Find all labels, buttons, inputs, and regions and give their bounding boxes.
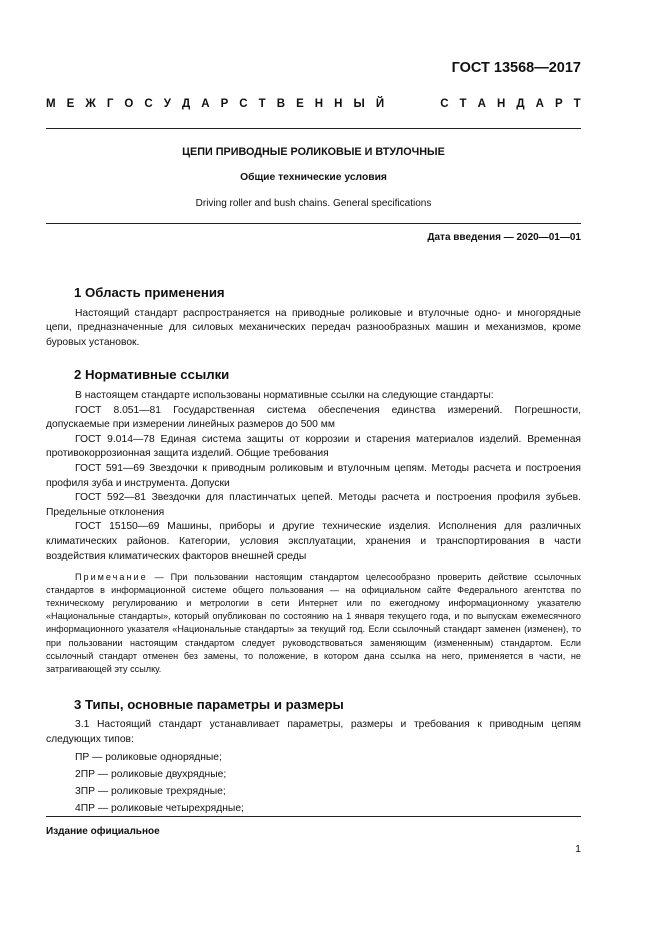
section-1-heading: 1 Область применения bbox=[74, 285, 225, 300]
page-number: 1 bbox=[575, 843, 581, 855]
document-title: ЦЕПИ ПРИВОДНЫЕ РОЛИКОВЫЕ И ВТУЛОЧНЫЕ bbox=[182, 146, 445, 158]
official-edition-label: Издание официальное bbox=[46, 826, 160, 837]
standard-type-banner bbox=[46, 98, 581, 110]
note-label: Примечание bbox=[75, 572, 148, 583]
banner-letter: Р bbox=[220, 98, 229, 110]
note-block bbox=[46, 571, 581, 676]
intro-date: Дата введения — 2020—01—01 bbox=[427, 232, 581, 243]
banner-letter: Д bbox=[181, 98, 191, 110]
banner-letter: Г bbox=[106, 98, 114, 110]
banner-word-gap bbox=[395, 98, 429, 110]
normative-ref: ГОСТ 592—81 Звездочки для пластинчатых цепей. Методы расчета и построения профиля зубьев. Предельные отклонения bbox=[46, 492, 581, 518]
banner-letter: А bbox=[201, 98, 210, 110]
banner-letter: М bbox=[46, 98, 56, 110]
banner-letter: Н bbox=[334, 98, 343, 110]
document-subtitle: Общие технические условия bbox=[240, 172, 387, 183]
section-2-heading: 2 Нормативные ссылки bbox=[74, 367, 230, 383]
banner-letter: С bbox=[239, 98, 248, 110]
title-rule bbox=[46, 223, 581, 224]
banner-letter: Д bbox=[516, 98, 525, 110]
section-3-intro: 3.1 Настоящий стандарт устанавливает параметры, размеры и требования к приводным цепям следующих типов: bbox=[46, 719, 581, 746]
normative-ref: ГОСТ 9.014—78 Единая система защиты от коррозии и старения материалов изделий. Временная противокоррозионная защита изделий. Общие требования bbox=[46, 433, 581, 460]
banner-letter: Т bbox=[459, 98, 467, 110]
banner-letter: Е bbox=[296, 98, 304, 110]
english-title: Driving roller and bush chains. General specifications bbox=[195, 198, 432, 209]
banner-letter: Й bbox=[375, 98, 385, 110]
banner-letter: Т bbox=[573, 98, 581, 110]
banner-letter: Т bbox=[258, 98, 266, 110]
list-item: 4ПР — роликовые четырехрядные; bbox=[75, 802, 244, 814]
banner-letter: Р bbox=[554, 98, 563, 110]
list-item: 3ПР — роликовые трехрядные; bbox=[75, 785, 226, 797]
banner-letter: Ж bbox=[85, 98, 96, 110]
document-body bbox=[46, 285, 581, 817]
header-rule bbox=[46, 128, 581, 129]
banner-letter: Ы bbox=[353, 98, 365, 110]
banner-letter: А bbox=[477, 98, 486, 110]
banner-letter: У bbox=[163, 98, 171, 110]
section-1-text: Настоящий стандарт распространяется на приводные роликовые и втулочные одно- и многорядные цепи, предназначенные для силовых механических передач разнообразных машин и механизмов, кроме буровых установок. bbox=[46, 307, 581, 348]
banner-letter: Н bbox=[496, 98, 506, 110]
gost-code: ГОСТ 13568—2017 bbox=[451, 60, 581, 76]
banner-letter: Е bbox=[66, 98, 75, 110]
normative-ref: ГОСТ 8.051—81 Государственная система обеспечения единства измерений. Погрешности, допускаемые при измерении линейных размеров до 500 мм bbox=[46, 404, 581, 431]
chain-types-list bbox=[75, 749, 581, 817]
banner-letter: С bbox=[144, 98, 153, 110]
normative-ref: ГОСТ 15150—69 Машины, приборы и другие технические изделия. Исполнения для различных климатических районов. Категории, условия эксплуатации, хранения и транспортирования в части воздействия климатических факторов внешней среды bbox=[46, 521, 581, 562]
banner-letter: О bbox=[124, 98, 134, 110]
section-3-heading: 3 Типы, основные параметры и размеры bbox=[74, 696, 344, 712]
list-item: 2ПР — роликовые двухрядные; bbox=[75, 768, 227, 780]
list-item: ПР — роликовые однорядные; bbox=[75, 751, 222, 763]
note-text: — При пользовании настоящим стандартом целесообразно проверить действие ссылочных стандартов в информационной системе общего пользования — на официальном сайте Федерального агентства по техническому регулированию и метрологии в сети Интернет или по ежегодному информационному указателю «Национальные стандарты», который опубликован по состоянию на 1 января текущего года, и по выпускам ежемесячного информационного указателя «Национальные стандарты» за текущий год. Если ссылочный стандарт заменен (изменен), то при пользовании настоящим стандартом следует руководствоваться заменяющим (измененным) стандартом. Если ссылочный стандарт отменен без замены, то положение, в котором дана ссылка на него, применяется в части, не затрагивающей эту ссылку. bbox=[46, 572, 581, 674]
banner-letter: В bbox=[276, 98, 286, 110]
banner-letter: Н bbox=[314, 98, 324, 110]
banner-letter: С bbox=[440, 98, 449, 110]
banner-letter: А bbox=[535, 98, 544, 110]
section-2-intro: В настоящем стандарте использованы нормативные ссылки на следующие стандарты: bbox=[75, 389, 494, 401]
footer-rule bbox=[46, 816, 581, 817]
normative-ref: ГОСТ 591—69 Звездочки к приводным роликовым и втулочным цепям. Методы расчета и построения профиля зуба и инструмента. Допуски bbox=[46, 462, 581, 489]
